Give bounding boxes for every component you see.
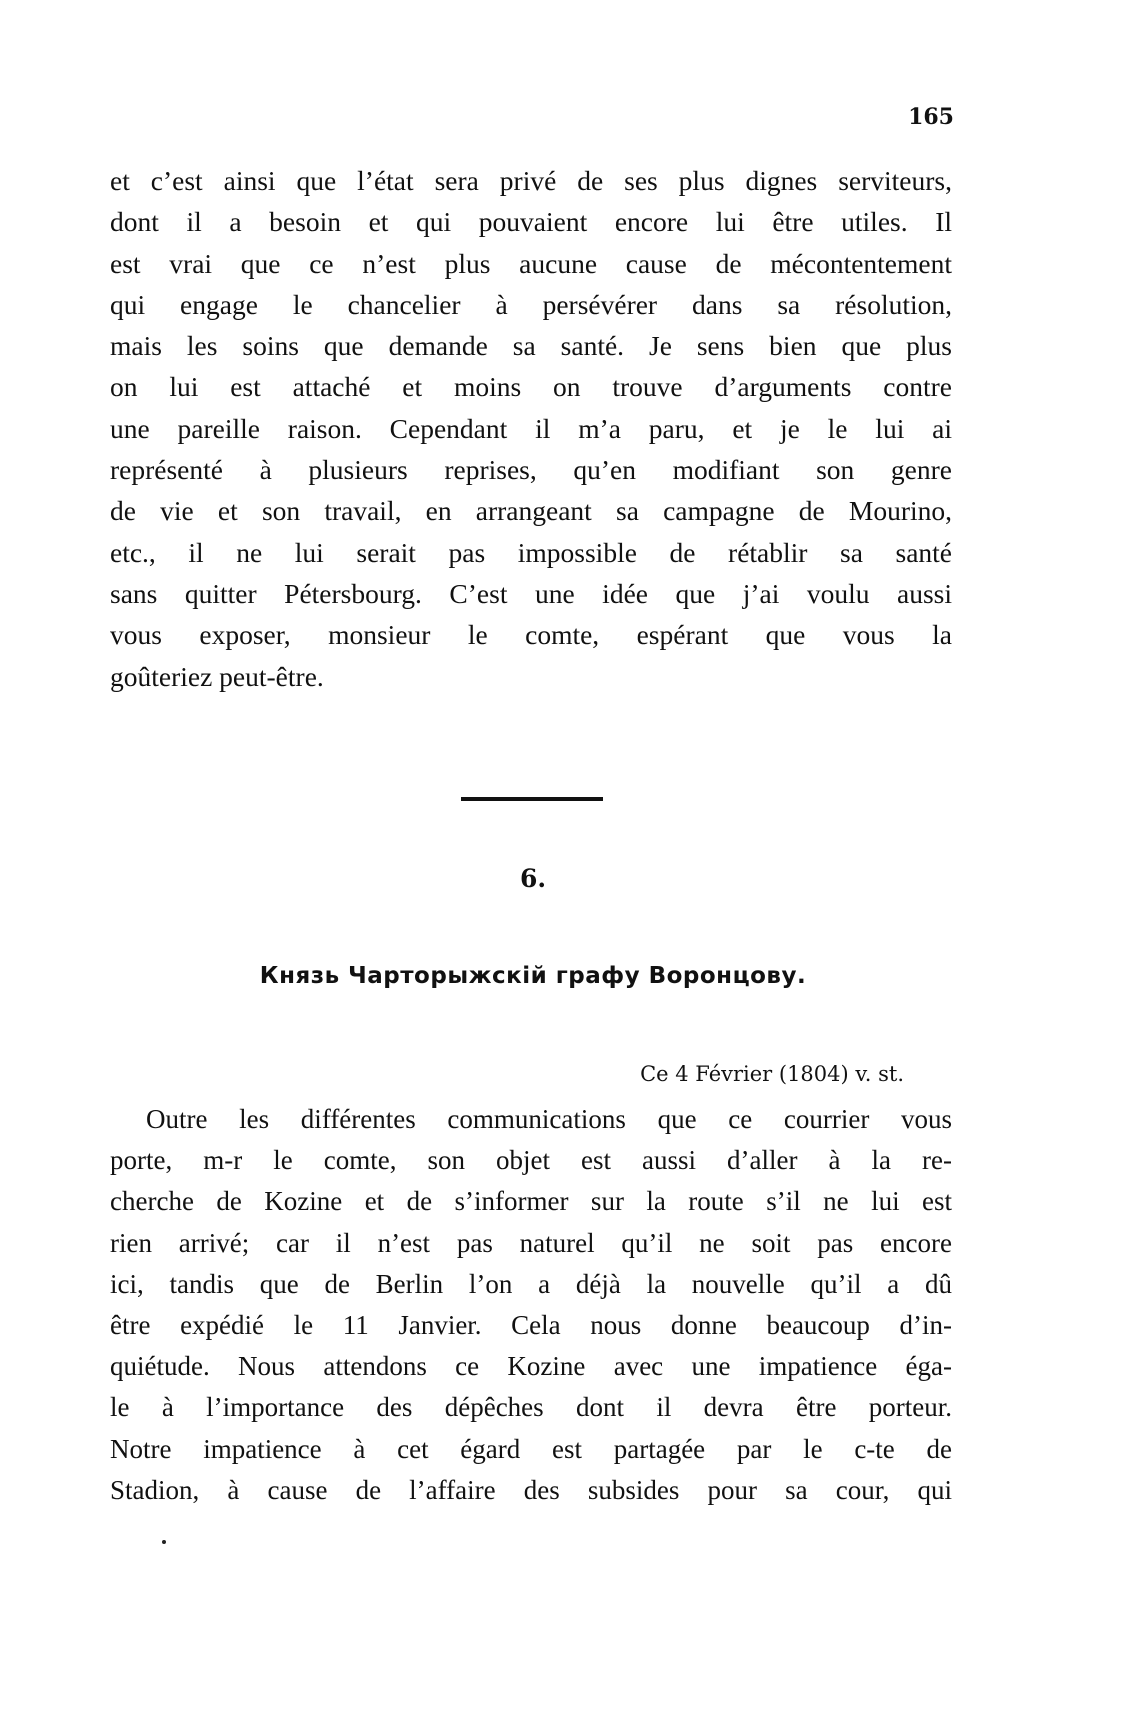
- text-line: etc., il ne lui serait pas impossible de rétablir sa santé: [110, 536, 952, 568]
- text-line: dont il a besoin et qui pouvaient encore lui être utiles. Il: [110, 206, 952, 238]
- text-line: sans quitter Pétersbourg. C’est une idée que j’ai voulu aussi: [110, 577, 952, 609]
- text-line: quiétude. Nous attendons ce Kozine avec une impatience éga-: [110, 1351, 952, 1382]
- text-line: rien arrivé; car il n’est pas naturel qu’il ne soit pas encore: [110, 1227, 952, 1258]
- text-line: ici, tandis que de Berlin l’on a déjà la nouvelle qu’il a dû: [110, 1268, 952, 1299]
- text-line: Outre les différentes communications que ce courrier vous: [146, 1104, 952, 1134]
- text-line: et c’est ainsi que l’état sera privé de ses plus dignes serviteurs,: [110, 165, 952, 196]
- paragraph-continued: [110, 160, 952, 697]
- text-line: de vie et son travail, en arrangeant sa campagne de Mourino,: [110, 495, 952, 527]
- text-line: Stadion, à cause de l’affaire des subsides pour sa cour, qui: [110, 1474, 952, 1505]
- text-line: est vrai que ce n’est plus aucune cause de mécontentement: [110, 247, 952, 279]
- letter-date: Ce 4 Février (1804) v. st.: [640, 1062, 904, 1086]
- text-line: représenté à plusieurs reprises, qu’en modifiant son genre: [110, 454, 952, 486]
- text-line: le à l’importance des dépêches dont il devra être porteur.: [110, 1392, 952, 1423]
- text-line: goûteriez peut-être.: [110, 660, 324, 692]
- text-line: mais les soins que demande sa santé. Je sens bien que plus: [110, 330, 952, 362]
- text-line: qui engage le chancelier à persévérer dans sa résolution,: [110, 288, 952, 320]
- letter-heading: Князь Чарторыжскій графу Воронцову.: [259, 963, 807, 989]
- letter-body-paragraph: [110, 1099, 952, 1511]
- text-line: vous exposer, monsieur le comte, espérant que vous la: [110, 619, 952, 651]
- text-line: porte, m-r le comte, son objet est aussi d’aller à la re-: [110, 1145, 952, 1176]
- text-line: cherche de Kozine et de s’informer sur la route s’il ne lui est: [110, 1186, 952, 1217]
- section-separator: [461, 797, 603, 801]
- section-number: 6.: [519, 864, 547, 893]
- text-line: on lui est attaché et moins on trouve d’arguments contre: [110, 371, 952, 403]
- text-line: être expédié le 11 Janvier. Cela nous donne beaucoup d’in-: [110, 1309, 952, 1340]
- text-line: Notre impatience à cet égard est partagée par le c-te de: [110, 1433, 952, 1464]
- text-line: une pareille raison. Cependant il m’a paru, et je le lui ai: [110, 412, 952, 444]
- print-speck: [162, 1540, 166, 1544]
- page-number: 165: [908, 104, 954, 130]
